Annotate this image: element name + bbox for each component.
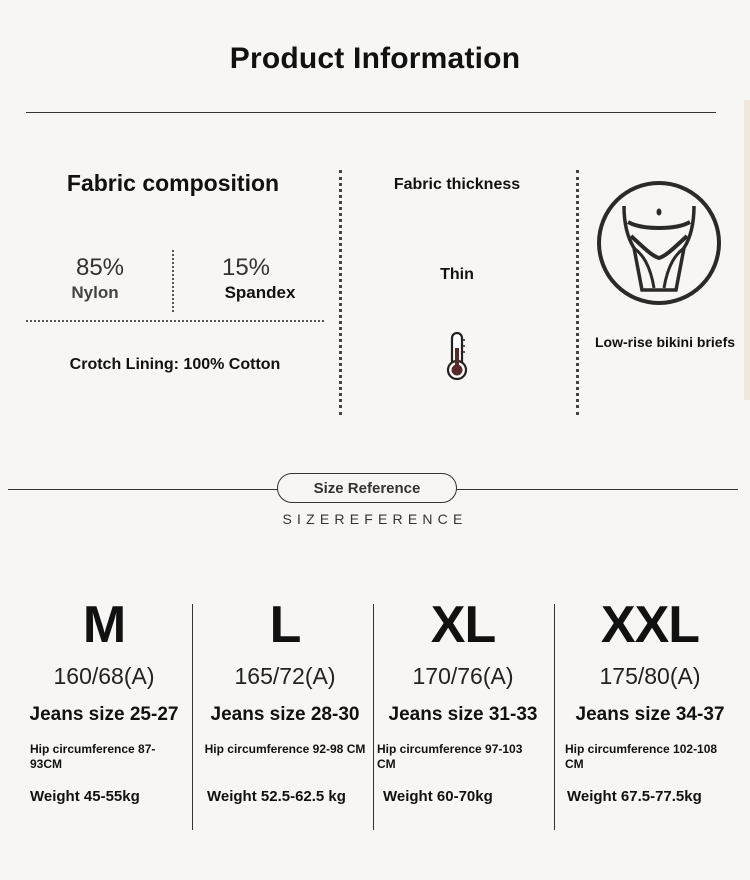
spandex-label: Spandex xyxy=(224,283,296,302)
size-letter: XL xyxy=(430,596,496,654)
size-column-xxl xyxy=(562,590,738,805)
size-ratio: 175/80(A) xyxy=(599,663,701,689)
page-title: Product Information xyxy=(229,42,521,75)
hip-circumference: Hip circumference 87-93CM xyxy=(30,742,156,771)
crotch-lining-text: Crotch Lining: 100% Cotton xyxy=(69,356,281,373)
weight-range: Weight 45-55kg xyxy=(30,788,140,805)
fabric-thickness-heading: Fabric thickness xyxy=(393,176,521,193)
size-column-m xyxy=(20,590,188,805)
size-letter: XXL xyxy=(600,596,700,654)
size-ratio: 170/76(A) xyxy=(412,663,514,689)
weight-range: Weight 60-70kg xyxy=(383,788,493,805)
thickness-value: Thin xyxy=(440,266,474,283)
jeans-size: Jeans size 34-37 xyxy=(575,704,725,725)
hip-circumference: Hip circumference 102-108 CM xyxy=(565,742,718,771)
style-label: Low-rise bikini briefs xyxy=(594,334,736,350)
size-column-xl xyxy=(377,590,549,805)
size-ratio: 160/68(A) xyxy=(53,663,155,689)
nylon-label: Nylon xyxy=(71,283,119,302)
size-letter: M xyxy=(82,596,126,654)
jeans-size: Jeans size 28-30 xyxy=(210,704,360,725)
hip-circumference: Hip circumference 97-103 CM xyxy=(377,742,523,771)
size-reference-subtitle: SIZEREFERENCE xyxy=(282,511,468,527)
size-ratio: 165/72(A) xyxy=(234,663,336,689)
thermometer-icon xyxy=(441,330,473,382)
jeans-size: Jeans size 31-33 xyxy=(388,704,538,725)
section-divider-left xyxy=(339,170,342,415)
edge-accent xyxy=(744,100,750,400)
title-divider xyxy=(26,112,716,113)
size-letter: L xyxy=(269,596,301,654)
size-column-l xyxy=(200,590,370,805)
size-column-divider xyxy=(554,604,555,830)
size-reference-badge: Size Reference xyxy=(277,473,457,503)
fabric-composition-heading: Fabric composition xyxy=(66,170,280,196)
fabric-divider xyxy=(26,320,324,322)
weight-range: Weight 67.5-77.5kg xyxy=(567,788,702,805)
composition-divider xyxy=(172,250,174,312)
size-column-divider xyxy=(192,604,193,830)
hip-circumference: Hip circumference 92-98 CM xyxy=(204,742,366,756)
size-column-divider xyxy=(373,604,374,830)
spandex-percent: 15% xyxy=(221,254,271,281)
weight-range: Weight 52.5-62.5 kg xyxy=(207,788,346,805)
section-divider-right xyxy=(576,170,579,415)
bikini-briefs-icon xyxy=(594,178,724,308)
jeans-size: Jeans size 25-27 xyxy=(29,704,179,725)
nylon-percent: 85% xyxy=(75,254,125,281)
